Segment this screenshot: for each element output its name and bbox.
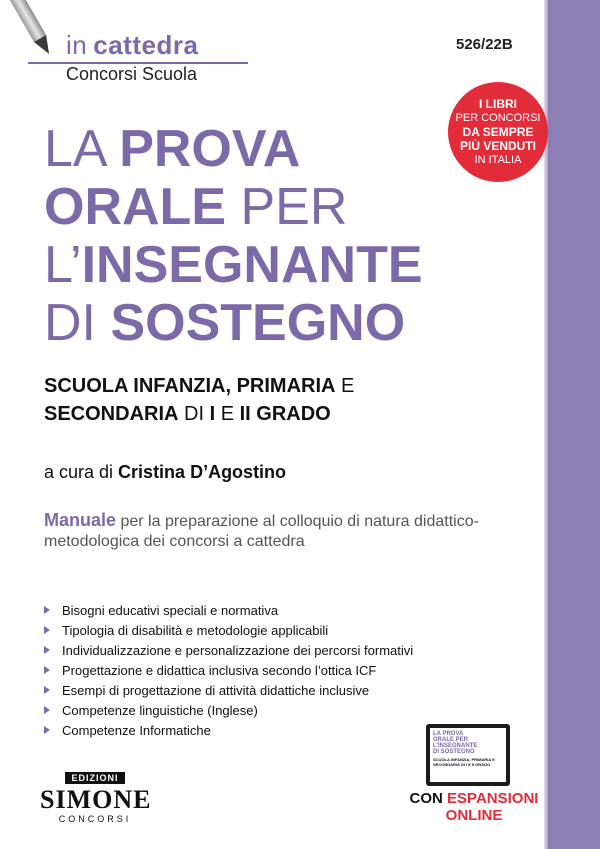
title-part: INSEGNANTE xyxy=(81,236,423,294)
title-part: LA xyxy=(44,120,120,178)
publisher-logo xyxy=(40,768,150,824)
list-item xyxy=(44,620,413,640)
title-line xyxy=(44,178,423,236)
badge-line: PIÙ VENDUTI xyxy=(459,139,536,153)
bullet-arrow-icon xyxy=(44,706,50,714)
online-extensions xyxy=(404,790,544,824)
online-esp: ESPANSIONI xyxy=(447,790,539,807)
tablet-text: SCUOLA INFANZIA, PRIMARIA E SECONDARIA DI I E II GRADO xyxy=(433,757,495,767)
tablet-icon xyxy=(426,724,510,786)
badge-line: PER CONCORSI xyxy=(455,112,541,124)
title-part: L’ xyxy=(44,236,82,294)
title-line xyxy=(44,120,423,178)
manual-description xyxy=(44,510,524,552)
brand-logo xyxy=(66,30,198,61)
subtitle-part: SCUOLA INFANZIA, PRIMARIA xyxy=(44,375,336,397)
title-part: DI xyxy=(44,294,111,352)
subtitle-part: SECONDARIA xyxy=(44,403,179,425)
book-subtitle xyxy=(44,372,354,428)
title-part: SOSTEGNO xyxy=(110,294,406,352)
online-con: CON xyxy=(409,790,448,807)
online-onl: ONLINE xyxy=(445,807,503,824)
bullet-arrow-icon xyxy=(44,646,50,654)
brand-name: cattedra xyxy=(93,30,199,60)
tablet-text: L’INSEGNANTE xyxy=(433,743,478,749)
subtitle-part: E xyxy=(335,375,355,397)
author-prefix: a cura di xyxy=(44,462,119,482)
subtitle-part: II GRADO xyxy=(239,403,331,425)
topics-list xyxy=(44,600,413,740)
list-item xyxy=(44,660,413,680)
author-name: Cristina D’Agostino xyxy=(118,462,287,482)
bullet-arrow-icon xyxy=(44,666,50,674)
publisher-name: SIMONE xyxy=(40,785,152,814)
bullet-arrow-icon xyxy=(44,626,50,634)
tablet-text: LA PROVA xyxy=(433,731,464,737)
tablet-screen xyxy=(430,728,506,782)
manual-lead: Manuale xyxy=(44,510,117,530)
badge-line: IN ITALIA xyxy=(474,154,522,166)
list-item xyxy=(44,600,413,620)
list-item-text: Esempi di progettazione di attività didattiche inclusive xyxy=(62,682,370,698)
tablet-text: DI SOSTEGNO xyxy=(433,749,475,755)
spine xyxy=(548,0,600,849)
series-name: Concorsi Scuola xyxy=(66,64,198,84)
title-part: PROVA xyxy=(119,120,301,178)
author-credit xyxy=(44,462,286,483)
subtitle-part: DI xyxy=(178,403,210,425)
subtitle-part: I xyxy=(209,403,216,425)
subtitle-line xyxy=(44,372,354,400)
publisher-edizioni: EDIZIONI xyxy=(65,772,124,784)
list-item-text: Competenze Informatiche xyxy=(62,722,211,738)
badge-line: DA SEMPRE xyxy=(462,125,534,139)
list-item-text: Progettazione e didattica inclusiva secondo l’ottica ICF xyxy=(62,662,377,678)
pencil-icon xyxy=(4,0,59,61)
list-item-text: Competenze linguistiche (Inglese) xyxy=(62,702,258,718)
title-line xyxy=(44,294,423,352)
publisher-sub: CONCORSI xyxy=(58,814,132,824)
brand-in: in xyxy=(66,30,88,60)
list-item xyxy=(44,680,413,700)
bullet-arrow-icon xyxy=(44,686,50,694)
manual-text: per la preparazione al colloquio di natura didattico-metodologica dei concorsi a cattedra xyxy=(44,513,479,550)
list-item xyxy=(44,700,413,720)
list-item xyxy=(44,640,413,660)
list-item xyxy=(44,720,413,740)
badge-line: I LIBRI xyxy=(479,97,517,111)
title-part: ORALE xyxy=(44,178,226,236)
title-part: PER xyxy=(226,178,348,236)
bullet-arrow-icon xyxy=(44,606,50,614)
bullet-arrow-icon xyxy=(44,726,50,734)
book-title xyxy=(44,120,423,352)
title-line xyxy=(44,236,423,294)
bestseller-badge xyxy=(448,82,548,182)
subtitle-line xyxy=(44,400,354,428)
list-item-text: Individualizzazione e personalizzazione dei percorsi formativi xyxy=(62,642,414,658)
list-item-text: Bisogni educativi speciali e normativa xyxy=(62,602,279,618)
subtitle-part: E xyxy=(215,403,240,425)
book-code: 526/22B xyxy=(456,36,513,53)
tablet-text: ORALE PER xyxy=(433,737,469,743)
list-item-text: Tipologia di disabilità e metodologie applicabili xyxy=(62,622,329,638)
